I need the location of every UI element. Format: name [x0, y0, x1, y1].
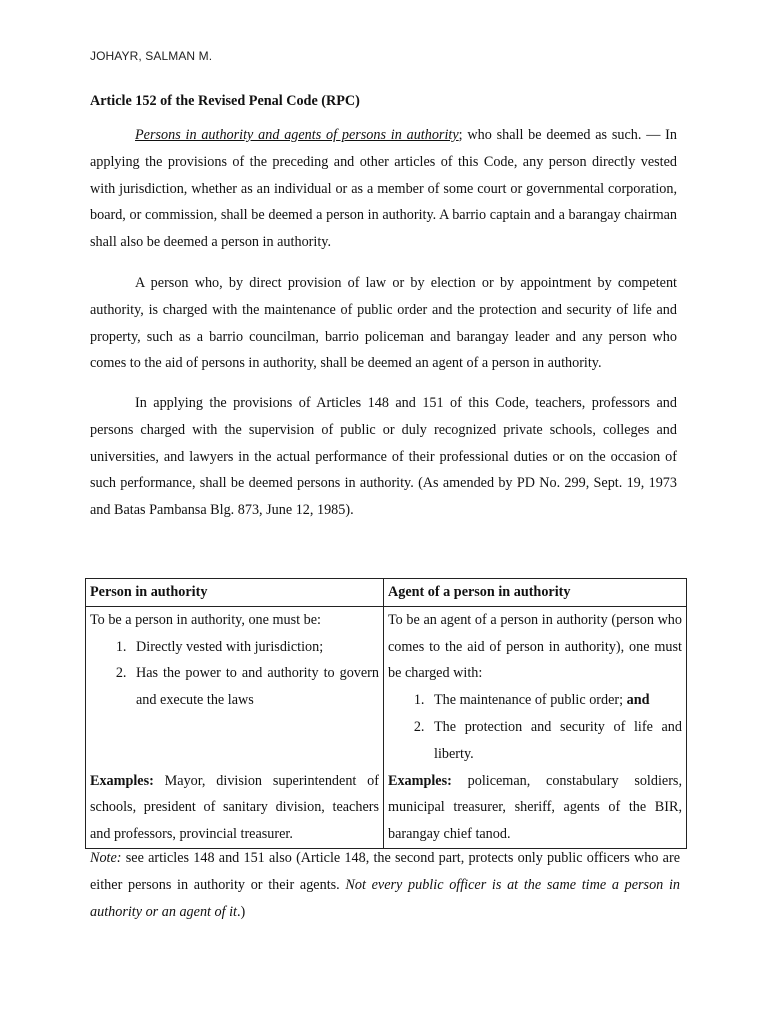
note-paragraph — [90, 845, 680, 925]
cell-agent-requirements — [384, 606, 687, 848]
paragraph-persons-in-authority — [90, 122, 677, 256]
list-item-text: The maintenance of public order; — [434, 692, 627, 709]
paragraph-title: Persons in authority and agents of persons in authority — [135, 127, 459, 143]
requirements-list — [388, 687, 682, 767]
examples-agent — [388, 768, 682, 848]
comparison-table — [85, 578, 687, 849]
list-item — [428, 687, 682, 714]
examples-label: Examples: — [388, 772, 452, 789]
list-item: 1. Directly vested with jurisdiction; — [130, 634, 379, 661]
table-requirements-row — [86, 606, 687, 848]
examples-text: policeman, constabulary soldiers, municipal treasurer, sheriff, agents of the BIR, barangay chief tanod. — [388, 772, 682, 843]
article-heading: Article 152 of the Revised Penal Code (RPC) — [90, 93, 360, 109]
table-header-row — [86, 579, 687, 607]
requirements-list — [90, 634, 379, 714]
header-agent-of-person-in-authority: Agent of a person in authority — [384, 579, 687, 607]
paragraph-text: A person who, by direct provision of law or by election or by appointment by competent authority, is charged with the maintenance of public order and the protection and security of life and property, such as a barrio councilman, barrio policeman and barangay leader and any person who comes to the aid of persons in authority, shall be deemed an agent of a person in authority. — [90, 275, 677, 372]
list-item-bold: and — [626, 692, 650, 709]
list-item: 2. The protection and security of life and liberty. — [428, 714, 682, 768]
header-person-in-authority: Person in authority — [86, 579, 384, 607]
paragraph-teachers-lawyers — [90, 390, 677, 524]
paragraph-text: In applying the provisions of Articles 148 and 151 of this Code, teachers, professors and persons charged with the supervision of public or duly recognized private schools, colleges and universities, and lawyers in the actual performance of their professional duties or on the occasion of such performance, shall be deemed persons in authority. (As amended by PD No. 299, Sept. 19, 1973 and Batas Pambansa Blg. 873, June 12, 1985). — [90, 395, 677, 519]
note-label: Note: — [90, 850, 122, 866]
paragraph-agent-definition — [90, 270, 677, 377]
cell-person-requirements — [86, 606, 384, 848]
author-name: JOHAYR, SALMAN M. — [90, 49, 213, 63]
examples-label: Examples: — [90, 772, 154, 789]
examples-text: Mayor, division superintendent of schools, president of sanitary division, teachers and professors, provincial treasurer. — [90, 772, 379, 843]
note-end: .) — [237, 903, 246, 920]
requirements-intro: To be a person in authority, one must be: — [90, 611, 321, 628]
paragraph-text: ; who shall be deemed as such. — In applying the provisions of the preceding and other articles of this Code, any person directly vested with jurisdiction, whether as an individual or as a member of some court or governmental corporation, board, or commission, shall be deemed a person in authority. A barrio captain and a barangay chairman shall also be deemed a person in authority. — [90, 127, 677, 251]
examples-person — [90, 768, 379, 848]
requirements-intro: To be an agent of a person in authority (person who comes to the aid of person in authority), one must be charged with: — [388, 611, 682, 682]
note-emphasis: Not every public officer is at the same time a person in authority or an agent of it — [90, 876, 680, 920]
note-text: see articles 148 and 151 also (Article 148, the second part, protects only public officers who are either persons in authority or their agents. — [90, 850, 680, 893]
list-item: 2. Has the power to and authority to govern and execute the laws — [130, 660, 379, 714]
